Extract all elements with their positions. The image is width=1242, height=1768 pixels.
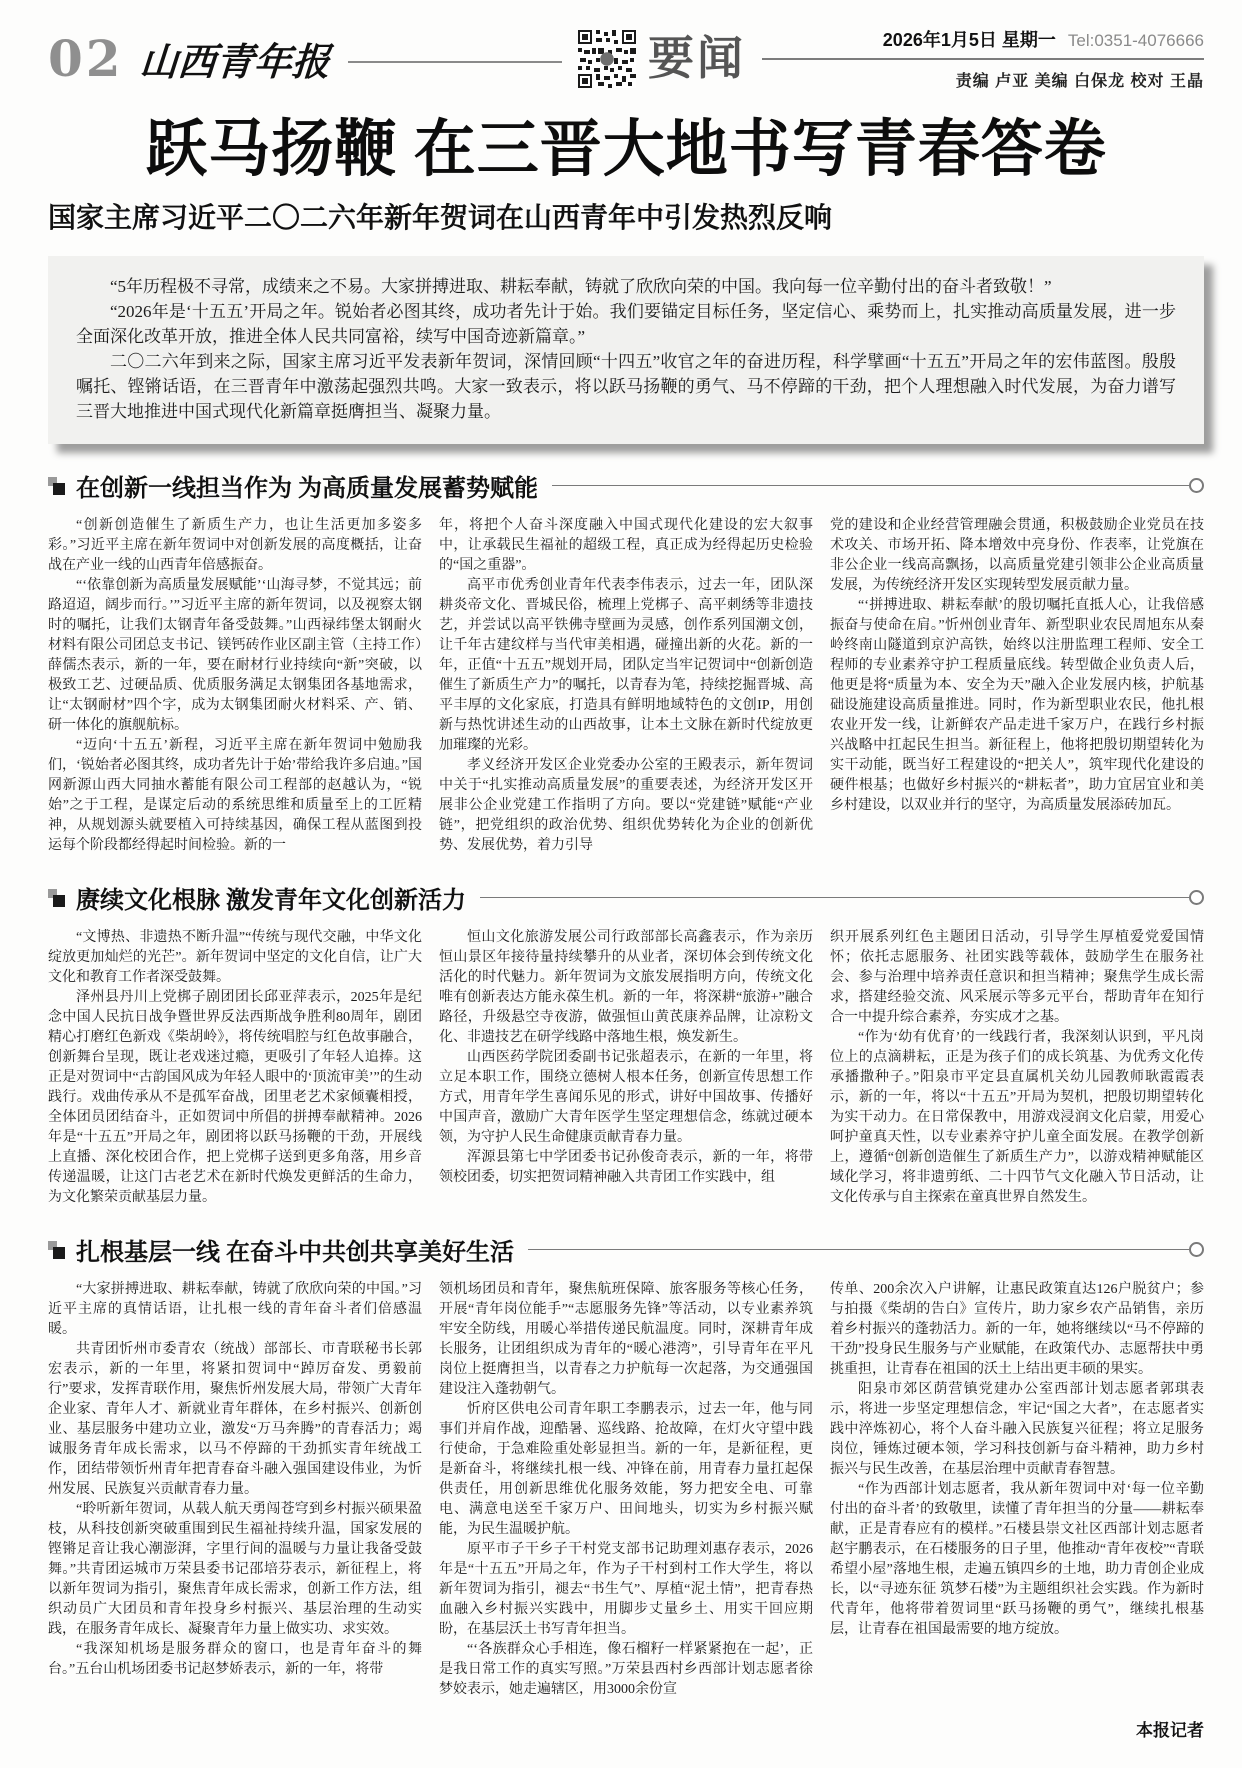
section-rule (528, 1242, 1204, 1257)
body-paragraph: 浑源县第七中学团委书记孙俊奇表示，新的一年，将带领校团委，切实把贺词精神融入共青团工作实践中，组 (439, 1150, 813, 1186)
section-title: 扎根基层一线 在奋斗中共创共享美好生活 (76, 1240, 514, 1267)
body-paragraph: “作为西部计划志愿者，我从新年贺词中对‘每一位辛勤付出的奋斗者’的致敬里，读懂了青年担当的分量——耕耘奉献，正是青春应有的模样。”石楼县崇文社区西部计划志愿者赵宇鹏表示，在石楼服务的日子里，他推动“青年夜校”“青联希望小屋”落地生根，走遍五镇四乡的土地，助力青创企业成长，以“寻迹东征 筑梦石楼”为主题组织社会实践。作为新时代青年，他将带着贺词里“跃马扬鞭的勇气”，继续扎根基层，让青春在祖国最需要的地方绽放。 (830, 1482, 1204, 1638)
lead-paragraph: “2026年是‘十五五’开局之年。锐始者必图其终，成功者先计于始。我们要锚定目标任务，坚定信心、乘势而上，扎实推动高质量发展，进一步全面深化改革开放，推进全体人民共同富裕，续写中国奇迹新篇章。” (76, 302, 1176, 347)
page-number: 02 (48, 28, 124, 88)
section-columns (48, 516, 1204, 856)
main-headline: 跃马扬鞭 在三晋大地书写青春答卷 (145, 116, 1107, 184)
body-paragraph: “聆听新年贺词，从载人航天勇闯苍穹到乡村振兴硕果盈枝，从科技创新突破重围到民生福祉持续升温，国家发展的铿锵足音让我心潮澎湃，字里行间的温暖与力量让我备受鼓舞。”共青团运城市万荣县委书记邵培芬表示，新征程上，将以新年贺词为指引，聚焦青年成长需求，创新工作方法，组织动员广大团员和青年投身乡村振兴、基层治理的生动实践，在服务青年成长、凝聚青年力量上做实功、求实效。 (48, 1502, 422, 1638)
lead-summary-box (48, 256, 1204, 444)
body-paragraph: “大家拼搏进取、耕耘奉献，铸就了欣欣向荣的中国。”习近平主席的真情话语，让扎根一线的青年奋斗者们倍感温暖。 (48, 1282, 422, 1338)
body-paragraph: 孝义经济开发区企业党委办公室的王殿表示，新年贺词中关于“扎实推动高质量发展”的重要表述，为经济开发区开展非公企业党建工作指明了方向。要以“党建链”赋能“产业链”，把党组织的政治优势、组织优势转化为企业的创新优势、发展优势，着力引导 (439, 758, 813, 854)
section-columns (48, 928, 1204, 1208)
body-paragraph: “创新创造催生了新质生产力，也让生活更加多姿多彩。”习近平主席在新年贺词中对创新发展的高度概括，让奋战在产业一线的山西青年倍感振奋。 (48, 518, 422, 574)
sub-headline: 国家主席习近平二〇二六年新年贺词在山西青年中引发热烈反响 (48, 203, 833, 235)
header-right-block (762, 26, 1204, 91)
body-paragraph: 原平市子干乡子干村党支部书记助理刘惠存表示，2026年是“十五五”开局之年，作为子干村到村工作大学生，将以新年贺词为指引，褪去“书生气”、厚植“泥土情”，把青春热血融入乡村振兴实践中，用脚步丈量乡土、用实干回应期盼，在基层沃土书写青年担当。 (439, 1542, 813, 1638)
rule-end-circle-icon (1189, 890, 1204, 905)
text-column (48, 1280, 422, 1700)
rule-end-circle-icon (1189, 478, 1204, 493)
body-paragraph: “迈向‘十五五’新程，习近平主席在新年贺词中勉励我们，‘锐始者必图其终，成功者先计于始’带给我许多启迪。”国网新源山西大同抽水蓄能有限公司工程部的赵越认为，“锐始”之于工程，是谋定后动的系统思维和质量至上的工匠精神，从规划源头就要植入可持续基因，确保工程从蓝图到投运每个阶段都经得起时间检验。新的一 (48, 738, 422, 854)
section-bullet-icon (48, 477, 66, 495)
byline: 本报记者 (1136, 1721, 1204, 1741)
body-paragraph: 党的建设和企业经营管理融会贯通，积极鼓励企业党员在技术攻关、市场开拓、降本增效中亮身份、作表率，让党旗在非公企业一线高高飘扬，以高质量党建引领非公企业高质量发展，为传统经济开发区实现转型发展贡献力量。 (830, 518, 1204, 594)
text-column (48, 516, 422, 856)
article-section-culture (48, 880, 1204, 1208)
body-paragraph: 织开展系列红色主题团日活动，引导学生厚植爱党爱国情怀；依托志愿服务、社团实践等载体，鼓励学生在服务社会、参与治理中培养责任意识和担当精神；聚焦学生成长需求，搭建经验交流、风采展示等多元平台，帮助青年在知行合一中提升综合素养，夯实成才之基。 (830, 930, 1204, 1026)
section-columns (48, 1280, 1204, 1700)
section-header (48, 880, 1204, 915)
section-rule (552, 478, 1204, 493)
telephone: Tel:0351-4076666 (1067, 31, 1204, 50)
section-label: 要闻 (648, 32, 746, 84)
body-paragraph: “‘各族群众心手相连，像石榴籽一样紧紧抱在一起’，正是我日常工作的真实写照。”万荣县西村乡西部计划志愿者徐梦姣表示，她走遍辖区，用3000余份宣 (439, 1642, 813, 1698)
body-paragraph: “作为‘幼有优育’的一线践行者，我深刻认识到，平凡岗位上的点滴耕耘，正是为孩子们的成长筑基、为优秀文化传承播撒种子。”阳泉市平定县直属机关幼儿园教师耿霞霞表示，新的一年，将以“十五五”开局为契机，把殷切期望转化为实干动力。在日常保教中，用游戏浸润文化启蒙，用爱心呵护童真天性，以专业素养守护儿童全面发展。在教学创新上，遵循“创新创造催生了新质生产力”，以游戏精神赋能区域化学习，将非遗剪纸、二十四节气文化融入节日活动，让文化传承与自主探索在童真世界自然发生。 (830, 1030, 1204, 1206)
body-paragraph: “我深知机场是服务群众的窗口，也是青年奋斗的舞台。”五台山机场团委书记赵梦娇表示，新的一年，将带 (48, 1642, 422, 1678)
text-column (830, 928, 1204, 1208)
section-bullet-icon (48, 889, 66, 907)
body-paragraph: 山西医药学院团委副书记张超表示，在新的一年里，将立足本职工作，围绕立德树人根本任务，创新宣传思想工作方式，用青年学生喜闻乐见的形式，讲好中国故事、传播好中国声音，激励广大青年医学生坚定理想信念，练就过硬本领，为守护人民生命健康贡献青春力量。 (439, 1050, 813, 1146)
body-paragraph: 传单、200余次入户讲解，让惠民政策直达126户脱贫户；参与拍摄《柴胡的告白》宣传片，助力家乡农产品销售，亲历着乡村振兴的蓬勃活力。新的一年，她将继续以“马不停蹄的干劲”投身民生服务与产业赋能，在政策代办、志愿帮扶中勇挑重担，让青春在祖国的沃土上结出更丰硕的果实。 (830, 1282, 1204, 1378)
page-header (48, 26, 1204, 91)
section-title: 在创新一线担当作为 为高质量发展蓄势赋能 (76, 476, 538, 503)
masthead-logo: 山西青年报 (137, 42, 331, 84)
body-paragraph: 恒山文化旅游发展公司行政部部长高鑫表示，作为亲历恒山景区年接待量持续攀升的从业者，深切体会到传统文化活化的时代魅力。新年贺词为文旅发展指明方向，传统文化唯有创新表达方能永葆生机。新的一年，将深耕“旅游+”融合路径，升级悬空寺夜游，做强恒山黄芪康养品牌，让凉粉文化、非遗技艺在研学线路中落地生根，焕发新生。 (439, 930, 813, 1046)
body-paragraph: 忻府区供电公司青年职工李鹏表示，过去一年，他与同事们并肩作战，迎酷暑、巡线路、抢故障，在灯火守望中践行使命，于急难险重处彰显担当。新的一年，是新征程，更是新奋斗，将继续扎根一线、冲锋在前，用青春力量扛起保供责任，用创新思维优化服务效能，努力把安全电、可靠电、满意电送至千家万户、田间地头，切实为乡村振兴赋能，为民生温暖护航。 (439, 1402, 813, 1538)
body-paragraph: “文博热、非遗热不断升温”“传统与现代交融，中华文化绽放更加灿烂的光芒”。新年贺词中坚定的文化自信，让广大文化和教育工作者深受鼓舞。 (48, 930, 422, 986)
section-title: 赓续文化根脉 激发青年文化创新活力 (76, 888, 466, 915)
body-paragraph: 共青团忻州市委青农（统战）部部长、市青联秘书长郭宏表示，新的一年里，将紧扣贺词中“踔厉奋发、勇毅前行”要求，发挥青联作用，聚焦忻州发展大局，带领广大青年企业家、青年人才、新就业青年群体，在乡村振兴、创新创业、基层服务中建功立业，激发“万马奔腾”的青春活力；竭诚服务青年成长需求，以马不停蹄的干劲抓实青年统战工作，团结带领忻州青年把青春奋斗融入强国建设伟业，为忻州发展、民族复兴贡献青春力量。 (48, 1342, 422, 1498)
text-column (830, 1280, 1204, 1700)
lead-paragraph: 二〇二六年到来之际，国家主席习近平发表新年贺词，深情回顾“十四五”收官之年的奋进历程，科学擘画“十五五”开局之年的宏伟蓝图。殷殷嘱托、铿锵话语，在三晋青年中激荡起强烈共鸣。大家一致表示，将以跃马扬鞭的勇气、马不停蹄的干劲，把个人理想融入时代发展，为奋力谱写三晋大地推进中国式现代化新篇章挺膺担当、凝聚力量。 (76, 352, 1176, 422)
body-paragraph: 领机场团员和青年，聚焦航班保障、旅客服务等核心任务，开展“青年岗位能手”“志愿服务先锋”等活动，以专业素养筑牢安全防线，用暖心举措传递民航温度。同时，深耕青年成长服务，让团组织成为青年的“暖心港湾”，引导青年在平凡岗位上挺膺担当，以青春之力护航每一次起落，为交通强国建设注入蓬勃朝气。 (439, 1282, 813, 1398)
rule-end-circle-icon (1189, 1242, 1204, 1257)
body-paragraph: “‘拼搏进取、耕耘奉献’的殷切嘱托直抵人心，让我倍感振奋与使命在肩。”忻州创业青年、新型职业农民周旭东从秦岭终南山隧道到京沪高铁，始终以注册监理工程师、安全工程师的专业素养守护工程质量底线。转型做企业负责人后，他更是将“质量为本、安全为天”融入企业发展内核，护航基础设施建设高质量推进。同时，作为新型职业农民，他扎根农业开发一线，让新鲜农产品走进千家万户，在践行乡村振兴战略中扛起民生担当。新征程上，他将把殷切期望转化为实干动能，既当好工程建设的“把关人”，筑牢现代化建设的硬件根基；也做好乡村振兴的“耕耘者”，助力宜居宜业和美乡村建设，以双业并行的坚守，为高质量发展添砖加瓦。 (830, 598, 1204, 814)
body-paragraph: 泽州县丹川上党梆子剧团团长邱亚萍表示，2025年是纪念中国人民抗日战争暨世界反法西斯战争胜利80周年，剧团精心打磨红色新戏《柴胡岭》，将传统唱腔与红色故事融合，创新舞台呈现，既让老戏迷过瘾，更吸引了年轻人追捧。这正是对贺词中“古韵国风成为年轻人眼中的‘顶流审美’”的生动践行。戏曲传承从不是孤军奋战，团里老艺术家倾囊相授，全体团员团结奋斗，正如贺词中所倡的拼搏奉献精神。2026年是“十五五”开局之年，剧团将以跃马扬鞭的干劲，开展线上直播、深化校团合作，把上党梆子送到更多角落，用乡音传递温暖，让这门古老艺术在新时代焕发更鲜活的生命力，为文化繁荣贡献基层力量。 (48, 990, 422, 1206)
body-paragraph: 年，将把个人奋斗深度融入中国式现代化建设的宏大叙事中，让承载民生福祉的超级工程，真正成为经得起历史检验的“国之重器”。 (439, 518, 813, 574)
body-paragraph: 高平市优秀创业青年代表李伟表示，过去一年，团队深耕炎帝文化、晋城民俗，梳理上党梆子、高平刺绣等非遗技艺，并尝试以高平铁佛寺壁画为灵感，创作系列国潮文创，让千年古建纹样与当代审美相遇，碰撞出新的火花。新的一年，正值“十五五”规划开局，团队定当牢记贺词中“创新创造催生了新质生产力”的嘱托，以青春为笔，持续挖掘晋城、高平丰厚的文化家底，打造具有鲜明地域特色的文创IP，用创新与热忱讲述生动的山西故事，让本土文脉在新时代绽放更加璀璨的光彩。 (439, 578, 813, 754)
article-section-grassroots (48, 1232, 1204, 1700)
text-column (830, 516, 1204, 856)
date-line: 2026年1月5日 星期一 (882, 30, 1056, 50)
lead-paragraph: “5年历程极不寻常，成绩来之不易。大家拼搏进取、耕耘奉献，铸就了欣欣向荣的中国。我向每一位辛勤付出的奋斗者致敬！” (110, 277, 1052, 297)
text-column (439, 516, 813, 856)
qr-code-icon (578, 30, 636, 88)
section-bullet-icon (48, 1241, 66, 1259)
text-column (439, 928, 813, 1208)
staff-line: 责编 卢亚 美编 白保龙 校对 王晶 (955, 73, 1204, 90)
header-divider-line (348, 61, 562, 63)
article-section-innovation (48, 468, 1204, 856)
section-header (48, 1232, 1204, 1267)
section-header (48, 468, 1204, 503)
body-paragraph: 阳泉市郊区荫营镇党建办公室西部计划志愿者郭琪表示，将进一步坚定理想信念，牢记“国之大者”，在志愿者实践中淬炼初心，将个人奋斗融入民族复兴征程；将立足服务岗位，锤炼过硬本领，学习科技创新与奋斗精神，助力乡村振兴与民生改善，在基层治理中贡献青春智慧。 (830, 1382, 1204, 1478)
body-paragraph: “‘依靠创新为高质量发展赋能’‘山海寻梦，不觉其远；前路迢迢，阔步而行。’”习近平主席的新年贺词，以及视察太钢时的嘱托，让我们太钢青年备受鼓舞。”山西禄纬堡太钢耐火材料有限公司团总支书记、镁钙砖作业区副主管（主持工作）薛儒杰表示，新的一年，要在耐材行业持续向“新”突破，以极致工艺、过硬品质、优质服务满足太钢集团各基地需求，让“太钢耐材”四个字，成为太钢集团耐火材料采、产、销、研一体化的旗舰航标。 (48, 578, 422, 734)
text-column (439, 1280, 813, 1700)
section-rule (480, 890, 1204, 905)
text-column (48, 928, 422, 1208)
